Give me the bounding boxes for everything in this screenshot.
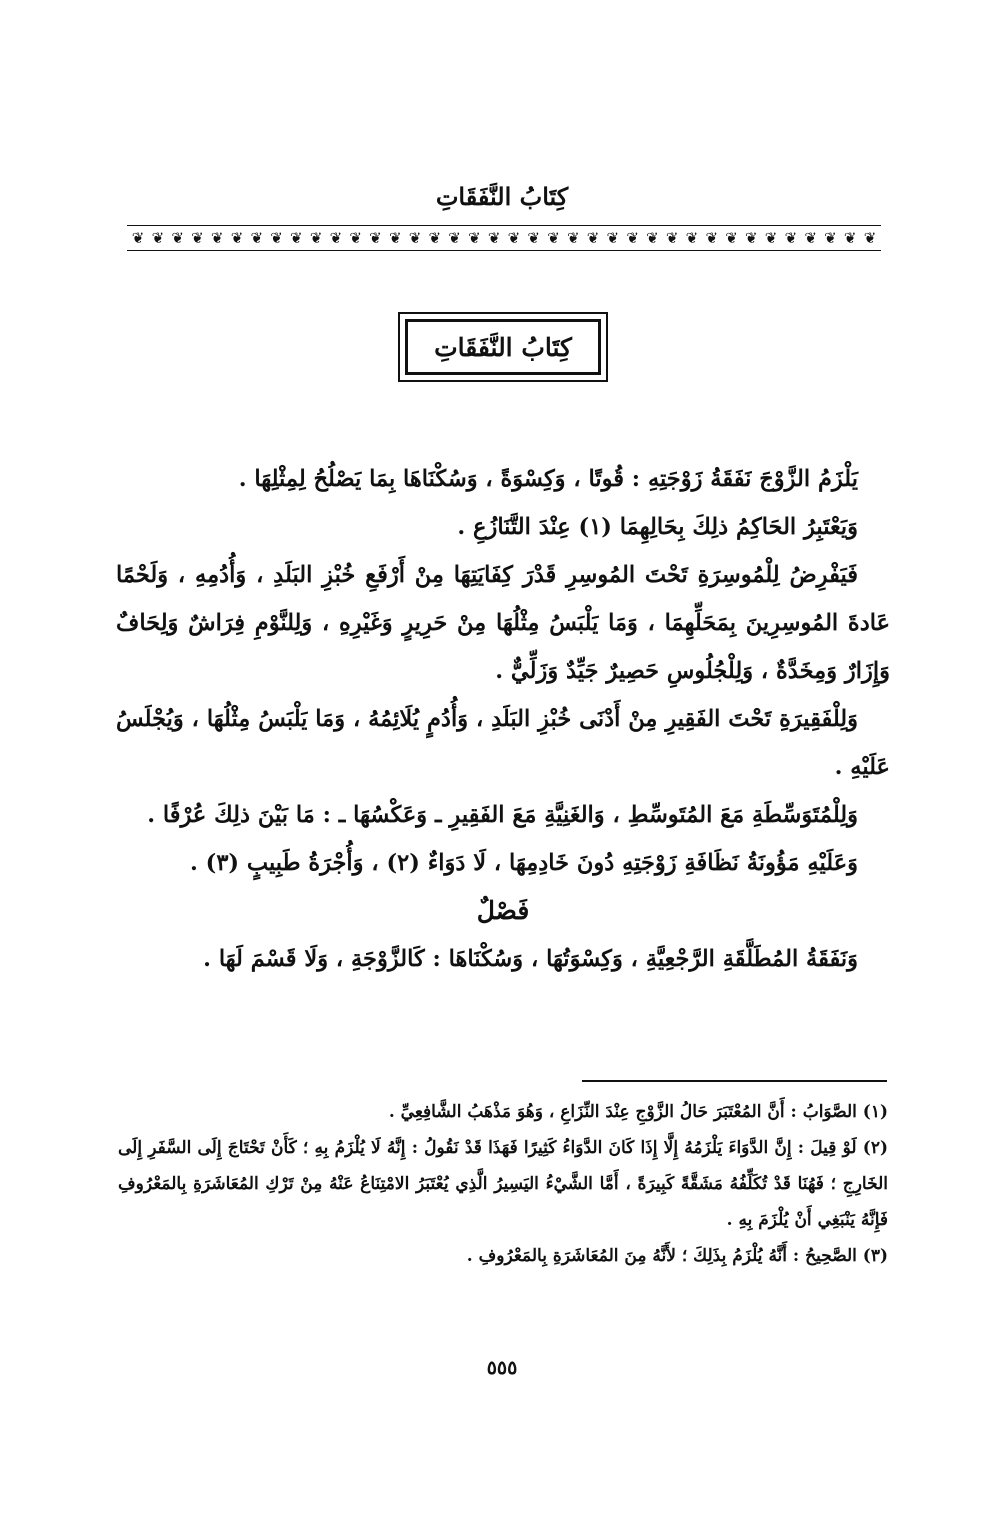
ornament-flower-icon: ❦ (527, 229, 540, 247)
ornament-flower-icon: ❦ (428, 229, 442, 247)
ornament-flower-icon: ❦ (369, 229, 382, 247)
ornament-flower-icon: ❦ (843, 229, 857, 247)
ornament-flower-icon: ❦ (171, 229, 184, 247)
ornament-flower-icon: ❦ (448, 229, 461, 247)
footnotes (118, 1094, 888, 1274)
page-number: ٥٥٥ (486, 1357, 518, 1379)
section-heading: فَصْلٌ (476, 896, 530, 925)
ornament-flower-icon: ❦ (487, 229, 501, 247)
paragraph: يَلْزَمُ الزَّوْجَ نَفَقَةُ زَوْجَتِهِ : قُوتًا ، وَكِسْوَةً ، وَسُكْنَاهَا بِمَا يَصْلُحُ لِمِثْلِهَا . (238, 466, 858, 492)
ornament-flower-icon: ❦ (626, 229, 639, 247)
paragraph: وَيَعْتَبِرُ الحَاكِمُ ذلِكَ بِحَالِهِمَا (١) عِنْدَ التَّنَازُعِ . (457, 514, 858, 540)
paragraph: وَنَفَقَةُ المُطَلَّقَةِ الرَّجْعِيَّةِ ، وَكِسْوَتُهَا ، وَسُكْنَاهَا : كَالزَّوْجَةِ ، وَلَا قَسْمَ لَهَا . (203, 946, 858, 972)
chapter-title: كِتَابُ النَّفَقَاتِ (405, 319, 601, 375)
ornament-flower-icon: ❦ (685, 229, 699, 247)
paragraph: وَعَلَيْهِ مَؤُونَةُ نَظَافَةِ زَوْجَتِهِ دُونَ خَادِمِهَا ، لَا دَوَاءٌ (٢) ، وَأُجْرَةُ طَبِيبٍ (٣) . (190, 850, 858, 876)
paragraph: وَلِلْمُتَوَسِّطَةِ مَعَ المُتَوسِّطِ ، وَالغَنِيَّةِ مَعَ الفَقِيرِ ـ وَعَكْسُهَا ـ : مَا بَيْنَ ذلِكَ عُرْفًا . (147, 802, 858, 828)
ornament-flower-icon: ❦ (250, 229, 264, 247)
ornament-flower-icon: ❦ (863, 229, 877, 247)
ornament-flower-icon: ❦ (151, 229, 165, 247)
ornament-flower-icon: ❦ (725, 229, 738, 247)
footnote: (١) الصَّوَابُ : أَنَّ المُعْتَبَرَ حَالُ الزَّوْجِ عِنْدَ النِّزَاعِ ، وَهُوَ مَذْهَبُ الشَّافِعِيِّ . (388, 1102, 888, 1122)
ornament-flower-icon: ❦ (665, 229, 679, 247)
ornament-flower-icon: ❦ (329, 229, 343, 247)
ornament-flower-icon: ❦ (468, 229, 481, 247)
ornament-flower-icon: ❦ (705, 229, 719, 247)
ornament-flower-icon: ❦ (408, 229, 422, 247)
ornament-flower-icon: ❦ (824, 229, 837, 247)
ornament-flower-icon: ❦ (507, 229, 521, 247)
ornamental-border (127, 225, 881, 251)
footnote: (٣) الصَّحِيحُ : أَنَّهُ يُلْزَمُ بِذَلِكَ ؛ لأَنَّهُ مِنَ المُعَاشَرَةِ بِالمَعْرُوفِ . (466, 1246, 888, 1266)
ornament-flower-icon: ❦ (764, 229, 778, 247)
ornament-flower-icon: ❦ (349, 229, 362, 247)
ornament-flower-icon: ❦ (804, 229, 817, 247)
ornament-flower-icon: ❦ (606, 229, 620, 247)
footnote: (٢) لَوْ قِيلَ : إِنَّ الدَّوَاءَ يَلْزَمُهُ إِلَّا إِذَا كَانَ الدَّوَاءُ كَثِيرًا فَهَذَا قَدْ نَقُولُ : إِنَّهُ لَا يُلْزَمُ بِهِ ؛ كَأَنْ تَحْتَاجَ إِلَى السَّفَرِ إِلَى الخَارِجِ ؛ فَهُنَا قَدْ تُكَلِّفُهُ مَشَقَّةً كَبِيرَةً ، أَمَّا الشَّيْءُ اليَسِيرُ الَّذِي يُعْتَبَرُ الامْتِنَاعُ عَنْهُ مِنْ تَرْكِ المُعَاشَرَةِ بِالمَعْرُوفِ فَإِنَّهُ يَنْبَغِي أَنْ يُلْزَمَ بِهِ . (118, 1138, 888, 1230)
ornament-flower-icon: ❦ (230, 229, 244, 247)
ornament-flower-icon: ❦ (784, 229, 798, 247)
ornament-flower-icon: ❦ (131, 229, 145, 247)
ornament-flower-icon: ❦ (270, 229, 283, 247)
paragraph: وَلِلْفَقِيرَةِ تَحْتَ الفَقِيرِ مِنْ أَدْنَى خُبْزِ البَلَدِ ، وَأُدُمٍ يُلَائِمُهُ ، وَمَا يَلْبَسُ مِثْلُهَا ، وَيُجْلَسُ عَلَيْهِ . (116, 706, 890, 780)
ornament-flower-icon: ❦ (388, 229, 402, 247)
ornament-flower-icon: ❦ (646, 229, 659, 247)
paragraph: فَيَفْرِضُ لِلْمُوسِرَةِ تَحْتَ المُوسِرِ قَدْرَ كِفَايَتِهَا مِنْ أَرْفَعِ خُبْزِ البَلَدِ ، وَأُدُمِهِ ، وَلَحْمًا عَادةَ المُوسِرِينَ بِمَحَلِّهِمَا ، وَمَا يَلْبَسُ مِثْلُهَا مِنْ حَرِيرٍ وَغَيْرِهِ ، وَلِلنَّوْمِ فِرَاشٌ وَلِحَافٌ وَإِزَارٌ وَمِخَدَّةٌ ، وَلِلْجُلُوسِ حَصِيرٌ جَيِّدٌ وَزَلِّيٌّ . (116, 562, 890, 684)
main-text (116, 455, 890, 983)
ornament-flower-icon: ❦ (290, 229, 303, 247)
ornament-flower-icon: ❦ (547, 229, 560, 247)
running-header-title: كِتَابُ النَّفَقَاتِ (435, 182, 569, 211)
ornament-flower-icon: ❦ (309, 229, 323, 247)
ornament-flower-icon: ❦ (191, 229, 204, 247)
ornament-flower-icon: ❦ (566, 229, 580, 247)
chapter-title-frame (398, 312, 608, 382)
ornament-flower-icon: ❦ (745, 229, 758, 247)
footnote-separator (582, 1080, 887, 1082)
ornament-flower-icon: ❦ (586, 229, 600, 247)
ornament-flower-icon: ❦ (210, 229, 224, 247)
